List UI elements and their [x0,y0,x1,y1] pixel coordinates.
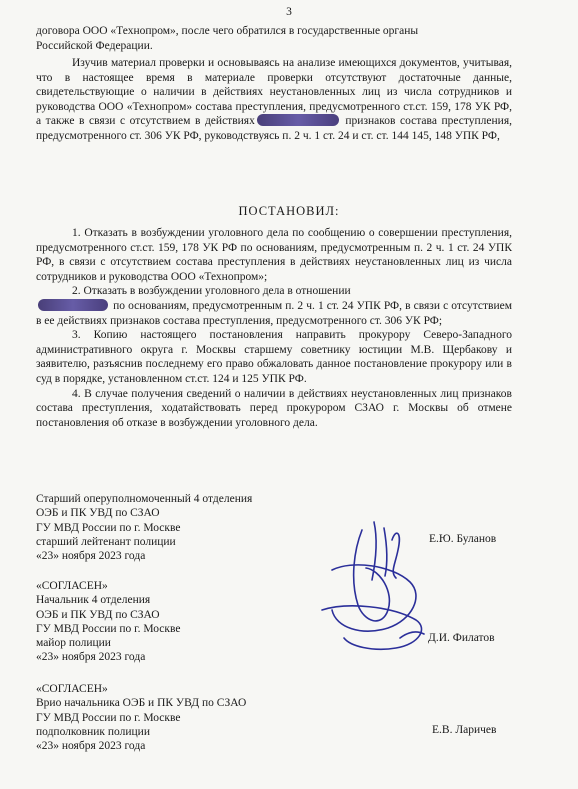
signatory-1-line: «23» ноября 2023 года [36,550,146,563]
signatory-block-1 [36,492,252,563]
reasoning-text-b: признаков состава преступления, предусмотренного ст. 306 УК РФ, руководствуясь п. 2 ч. 1 ст. 24 и ст. ст. 144 145, 148 УПК РФ, [36,115,512,142]
resolution-item-2-b: по основаниям, предусмотренным п. 2 ч. 1 ст. 24 УПК РФ, в связи с отсутствием в ее действиях признаков состава преступления, предусмотренного ст. 306 УК РФ; [36,299,512,327]
signatory-2-name: Д.И. Филатов [428,632,495,644]
signatory-2-line: ОЭБ и ПК УВД по СЗАО [36,608,160,621]
resolution-items [36,226,512,430]
handwritten-signature [292,510,432,660]
resolution-item-3: 3. Копию настоящего постановления направить прокурору Северо-Западного административного округа г. Москвы старшему советнику юстиции М.В. Щербакову и заявителю, разъяснив последнему его право обжаловать данное постановление прокурору или в суд в порядке, установленном ст.ст. 124 и 125 УПК РФ. [36,329,512,385]
signatory-2-line: ГУ МВД России по г. Москве [36,622,181,635]
signatory-2-line: Начальник 4 отделения [36,594,151,607]
intro-line-2: Российской Федерации. [36,39,153,52]
signatory-1-line: ОЭБ и ПК УВД по СЗАО [36,507,160,520]
signatory-1-line: ГУ МВД России по г. Москве [36,521,181,534]
page-number: 3 [286,6,292,18]
signatory-block-3 [36,682,246,753]
redacted-name [38,299,108,311]
resolution-item-2-a: 2. Отказать в возбуждении уголовного дела в отношении [72,285,351,298]
signatory-3-line: «23» ноября 2023 года [36,740,146,753]
redacted-name [257,114,339,126]
intro-paragraph [36,24,512,53]
signatory-block-2 [36,579,180,665]
signatory-3-line: подполковник полиции [36,725,150,738]
intro-line-1: договора ООО «Технопром», после чего обратился в государственные органы [36,25,419,37]
reasoning-text-a: Изучив материал проверки и основываясь на анализе имеющихся документов, учитывая, что в настоящее время в материале проверки отсутствуют достаточные данные, свидетельствующие о наличии в действиях неустановленных лиц из числа сотрудников и руководства ООО «Технопром» состава преступления, предусмотренного ст.ст. 159, 178 УК РФ, а также в связи с отсутствием в действиях [36,57,512,128]
resolution-item-1: 1. Отказать в возбуждении уголовного дела по сообщению о совершении преступления, предусмотренного ст.ст. 159, 178 УК РФ по основаниям, предусмотренным п. 2 ч. 1 ст. 24 УПК РФ, в связи с отсутствием состава преступления в действиях неустановленных лиц из числа сотрудников и руководства ООО «Технопром»; [36,227,512,283]
signatory-3-line: «СОГЛАСЕН» [36,683,108,695]
resolution-heading: ПОСТАНОВИЛ: [238,204,340,218]
signatory-1-line: Старший оперуполномоченный 4 отделения [36,493,253,505]
signatory-1-line: старший лейтенант полиции [36,535,176,548]
signatory-2-line: «СОГЛАСЕН» [36,580,108,592]
reasoning-paragraph [36,56,512,144]
resolution-item-4: 4. В случае получения сведений о наличии в действиях неустановленных лиц признаков состава преступления, ходатайствовать перед прокурором СЗАО г. Москвы об отмене постановления об отказе в возбуждении уголовного дела. [36,387,512,429]
signatory-2-line: майор полиции [36,637,111,650]
signatory-3-line: ГУ МВД России по г. Москве [36,711,181,724]
signatory-3-name: Е.В. Ларичев [432,724,497,736]
signatory-2-line: «23» ноября 2023 года [36,651,146,664]
signatory-3-line: Врио начальника ОЭБ и ПК УВД по СЗАО [36,697,247,710]
signatory-1-name: Е.Ю. Буланов [429,533,497,545]
